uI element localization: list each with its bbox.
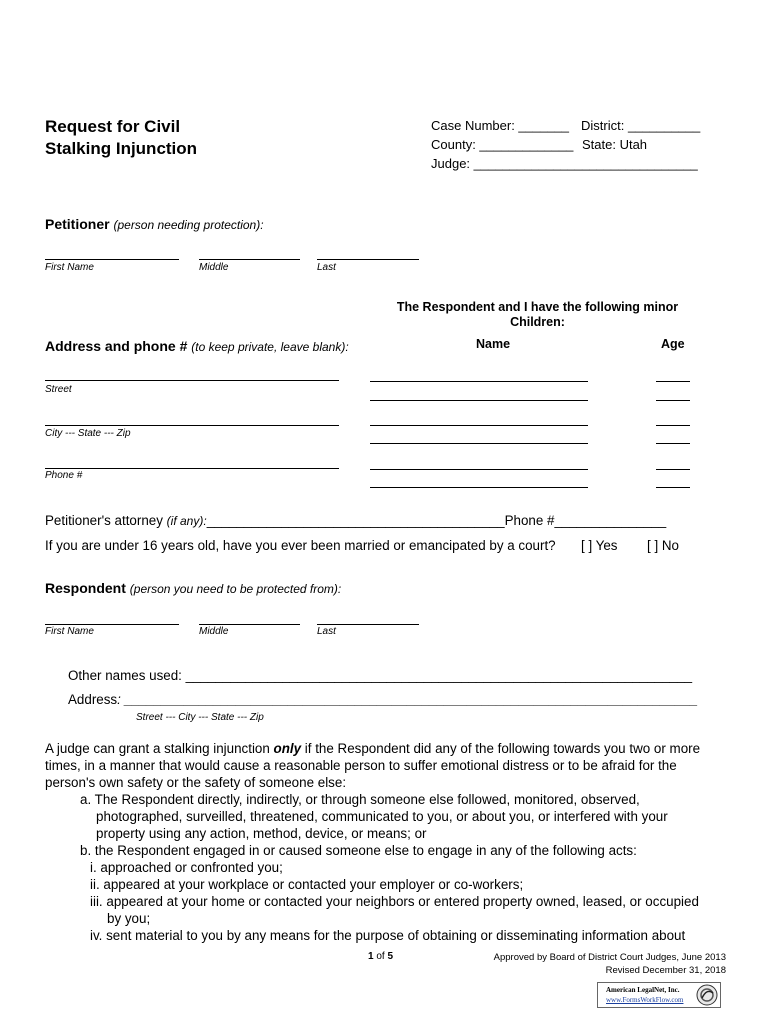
respondent-address-hint: Street --- City --- State --- Zip: [136, 712, 264, 723]
children-heading-line2: Children:: [510, 315, 565, 329]
children-heading: [395, 300, 680, 330]
page-current: 1: [368, 951, 374, 962]
address-heading: [45, 338, 349, 354]
child-name-line[interactable]: [370, 425, 588, 426]
judge[interactable]: Judge: _______________________________: [431, 156, 698, 171]
attorney-phone-field[interactable]: Phone #_______________: [504, 513, 667, 528]
respondent-last-label: Last: [317, 626, 336, 637]
children-heading-line1: The Respondent and I have the following minor: [396, 300, 679, 314]
phone-line[interactable]: [45, 468, 339, 469]
under16-no-checkbox[interactable]: [ ] No: [647, 538, 679, 553]
child-name-line[interactable]: [370, 469, 588, 470]
case-number[interactable]: Case Number: _______: [431, 118, 570, 133]
petitioner-first-label: First Name: [45, 262, 94, 273]
respondent-middle-name-line[interactable]: [199, 624, 300, 625]
street-label: Street: [45, 384, 72, 395]
respondent-hint: (person you need to be protected from):: [129, 582, 342, 596]
child-age-line[interactable]: [656, 425, 690, 426]
attorney-field[interactable]: ________________________________________: [206, 513, 505, 528]
criterion-b-line1: b. the Respondent engaged in or caused someone else to engage in any of the following acts:: [80, 843, 637, 858]
under16-yes-checkbox[interactable]: [ ] Yes: [581, 538, 618, 553]
child-name-line[interactable]: [370, 400, 588, 401]
petitioner-heading: [45, 216, 264, 232]
intro-post: if the Respondent did any of the following towards you two or more: [301, 741, 701, 756]
other-names-field[interactable]: Other names used: ____________________________________________________________________: [68, 668, 693, 683]
child-name-line[interactable]: [370, 381, 588, 382]
form-title-line1: Request for Civil: [45, 117, 181, 136]
child-name-line[interactable]: [370, 487, 588, 488]
criterion-i: i. approached or confronted you;: [90, 860, 283, 875]
respondent-last-name-line[interactable]: [317, 624, 419, 625]
publisher-badge[interactable]: [597, 982, 721, 1008]
stalking-criteria: [45, 740, 700, 944]
state: State: Utah: [582, 137, 648, 152]
children-age-column: Age: [661, 337, 685, 351]
intro-emphasis: only: [273, 741, 302, 756]
address-heading-text: Address and phone #: [45, 338, 188, 354]
city-state-zip-line[interactable]: [45, 425, 339, 426]
under16-question: If you are under 16 years old, have you ever been married or emancipated by a court?: [45, 538, 556, 553]
criterion-iii-line2: by you;: [107, 911, 151, 926]
petitioner-last-name-line[interactable]: [317, 259, 419, 260]
petitioner-last-label: Last: [317, 262, 336, 273]
district[interactable]: District: __________: [581, 118, 701, 133]
page-number: [368, 951, 393, 962]
footer-approval: [494, 951, 726, 977]
child-age-line[interactable]: [656, 487, 690, 488]
intro-line3: person's own safety or the safety of someone else:: [45, 775, 347, 790]
badge-name: American LegalNet, Inc.: [606, 986, 680, 994]
city-state-zip-label: City --- State --- Zip: [45, 428, 131, 439]
respondent-heading: [45, 580, 341, 596]
attorney-hint: (if any):: [166, 514, 207, 528]
petitioner-middle-name-line[interactable]: [199, 259, 300, 260]
criterion-a-line2: photographed, surveilled, threatened, communicated to you, or about you, or interfered with your: [96, 809, 668, 824]
phone-label: Phone #: [45, 470, 83, 481]
child-age-line[interactable]: [656, 381, 690, 382]
intro-pre: A judge can grant a stalking injunction: [45, 741, 274, 756]
petitioner-middle-label: Middle: [199, 262, 229, 273]
criterion-iv: iv. sent material to you by any means for the purpose of obtaining or disseminating information about: [90, 928, 686, 943]
respondent-heading-text: Respondent: [45, 580, 126, 596]
county[interactable]: County: _____________: [431, 137, 574, 152]
intro-line1: [45, 740, 700, 757]
attorney-row: [45, 513, 666, 528]
criterion-iii-line1: iii. appeared at your home or contacted your neighbors or entered property owned, leased, or occupied: [90, 894, 699, 909]
criterion-a-line1: a. The Respondent directly, indirectly, or through someone else followed, monitored, observed,: [80, 792, 640, 807]
child-age-line[interactable]: [656, 400, 690, 401]
respondent-middle-label: Middle: [199, 626, 229, 637]
page-total: 5: [387, 951, 394, 962]
badge-url[interactable]: www.FormsWorkFlow.com: [606, 996, 684, 1004]
form-title: [45, 116, 197, 160]
respondent-address-field[interactable]: : _____________________________________________________________________________: [117, 692, 699, 707]
street-line[interactable]: [45, 380, 339, 381]
respondent-address-label: Address: [68, 692, 118, 707]
child-age-line[interactable]: [656, 469, 690, 470]
petitioner-first-name-line[interactable]: [45, 259, 179, 260]
attorney-label: Petitioner's attorney: [45, 513, 163, 528]
footer-approved: Approved by Board of District Court Judges, June 2013: [493, 952, 726, 963]
criterion-a-line3: property using any action, method, device, or means; or: [96, 826, 427, 841]
petitioner-hint: (person needing protection):: [113, 218, 264, 232]
respondent-first-label: First Name: [45, 626, 94, 637]
criterion-ii: ii. appeared at your workplace or contacted your employer or co-workers;: [90, 877, 524, 892]
footer-revised: Revised December 31, 2018: [605, 965, 726, 976]
respondent-first-name-line[interactable]: [45, 624, 179, 625]
form-title-line2: Stalking Injunction: [45, 139, 198, 158]
petitioner-heading-text: Petitioner: [45, 216, 110, 232]
respondent-address-row[interactable]: [68, 692, 698, 707]
address-hint: (to keep private, leave blank):: [191, 340, 349, 354]
child-age-line[interactable]: [656, 443, 690, 444]
publisher-logo-icon: [696, 984, 718, 1006]
intro-line2: times, in a manner that would cause a reasonable person to suffer emotional distress or to be afraid for the: [45, 758, 677, 773]
page-of: of: [373, 951, 388, 962]
child-name-line[interactable]: [370, 443, 588, 444]
children-name-column: Name: [476, 337, 511, 351]
